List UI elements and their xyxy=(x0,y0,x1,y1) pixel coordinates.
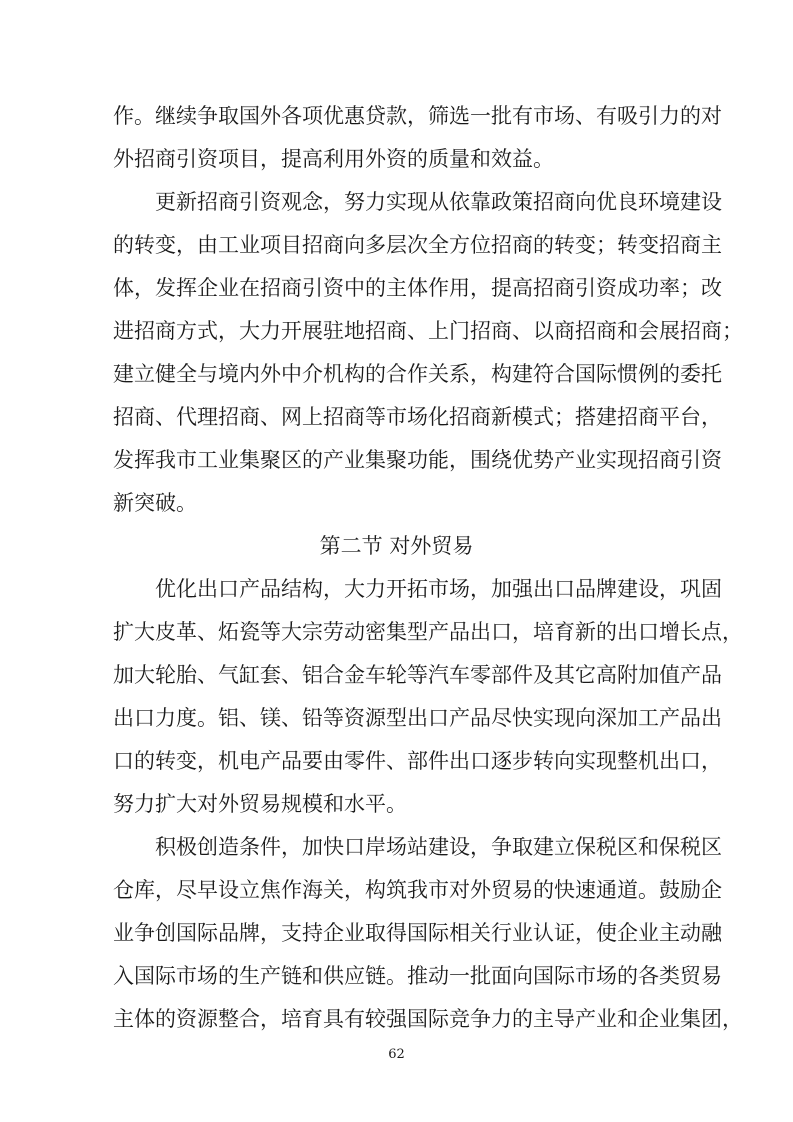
page-number: 62 xyxy=(388,1047,405,1062)
section-paragraph-2-line-1: 积极创造条件，加快口岸场站建设，争取建立保税区和保税区 xyxy=(155,835,722,859)
paragraph-2-line-4: 进招商方式，大力开展驻地招商、上门招商、以商招商和会展招商； xyxy=(113,319,743,343)
paragraph-1-line-1: 作。继续争取国外各项优惠贷款，筛选一批有市场、有吸引力的对 xyxy=(113,104,722,128)
section-paragraph-2-line-2: 仓库，尽早设立焦作海关，构筑我市对外贸易的快速通道。鼓励企 xyxy=(113,878,722,902)
section-paragraph-2-line-4: 入国际市场的生产链和供应链。推动一批面向国际市场的各类贸易 xyxy=(113,964,722,988)
section-paragraph-1-line-5: 口的转变，机电产品要由零件、部件出口逐步转向实现整机出口， xyxy=(113,749,722,773)
paragraph-2-line-6: 招商、代理招商、网上招商等市场化招商新模式；搭建招商平台， xyxy=(113,405,722,429)
section-paragraph-2-line-3: 业争创国际品牌，支持企业取得国际相关行业认证，使企业主动融 xyxy=(113,921,722,945)
paragraph-2-line-7: 发挥我市工业集聚区的产业集聚功能，围绕优势产业实现招商引资 xyxy=(113,448,722,472)
paragraph-2-line-2: 的转变，由工业项目招商向多层次全方位招商的转变；转变招商主 xyxy=(113,233,722,257)
section-paragraph-1-line-6: 努力扩大对外贸易规模和水平。 xyxy=(113,792,407,816)
paragraph-2-line-8: 新突破。 xyxy=(113,491,197,515)
paragraph-2-line-5: 建立健全与境内外中介机构的合作关系，构建符合国际惯例的委托 xyxy=(113,362,722,386)
section-paragraph-1-line-3: 加大轮胎、气缸套、铝合金车轮等汽车零部件及其它高附加值产品 xyxy=(113,663,722,687)
paragraph-2-line-3: 体，发挥企业在招商引资中的主体作用，提高招商引资成功率；改 xyxy=(113,276,722,300)
paragraph-2-line-1: 更新招商引资观念，努力实现从依靠政策招商向优良环境建设 xyxy=(155,190,722,214)
section-paragraph-2-line-5: 主体的资源整合，培育具有较强国际竞争力的主导产业和企业集团， xyxy=(113,1007,743,1031)
section-paragraph-1-line-1: 优化出口产品结构，大力开拓市场，加强出口品牌建设，巩固 xyxy=(155,577,722,601)
section-title: 第二节 对外贸易 xyxy=(319,534,474,558)
section-paragraph-1-line-2: 扩大皮革、炻瓷等大宗劳动密集型产品出口，培育新的出口增长点， xyxy=(113,620,743,644)
section-paragraph-1-line-4: 出口力度。铝、镁、铅等资源型出口产品尽快实现向深加工产品出 xyxy=(113,706,722,730)
paragraph-1-line-2: 外招商引资项目，提高利用外资的质量和效益。 xyxy=(113,147,554,171)
